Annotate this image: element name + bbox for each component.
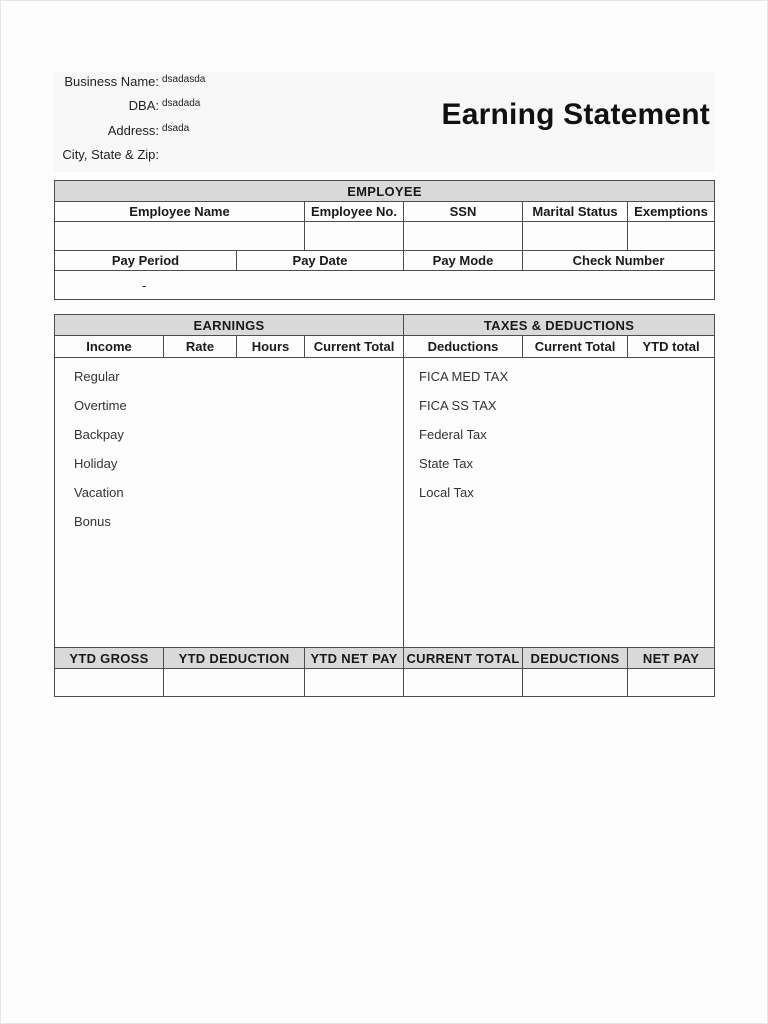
employee-name-value bbox=[55, 222, 305, 251]
pay-date-header: Pay Date bbox=[237, 251, 404, 271]
taxes-items-cell bbox=[404, 358, 715, 648]
earnings-column-headers bbox=[55, 336, 715, 358]
ssn-header: SSN bbox=[404, 202, 523, 222]
ytd-deduction-value bbox=[164, 669, 305, 697]
line-items-row bbox=[55, 358, 715, 648]
list-item: FICA SS TAX bbox=[419, 398, 497, 413]
pay-mode-header: Pay Mode bbox=[404, 251, 523, 271]
list-item: Bonus bbox=[74, 514, 111, 529]
list-item: FICA MED TAX bbox=[419, 369, 509, 384]
summary-deductions-value bbox=[523, 669, 628, 697]
dba-label: DBA: bbox=[128, 98, 159, 113]
pay-values-row bbox=[55, 271, 715, 300]
taxes-current-total-header: Current Total bbox=[523, 336, 628, 358]
page-title: Earning Statement bbox=[441, 98, 710, 131]
deductions-header: Deductions bbox=[404, 336, 523, 358]
city-state-zip-row bbox=[54, 147, 162, 163]
pay-period-value: - bbox=[55, 271, 715, 300]
check-number-header: Check Number bbox=[523, 251, 715, 271]
employee-table bbox=[54, 180, 715, 251]
earnings-items-cell bbox=[55, 358, 404, 648]
pay-table bbox=[54, 250, 715, 300]
list-item: Backpay bbox=[74, 427, 124, 442]
exemptions-header: Exemptions bbox=[628, 202, 715, 222]
marital-status-header: Marital Status bbox=[523, 202, 628, 222]
employee-no-header: Employee No. bbox=[305, 202, 404, 222]
exemptions-value bbox=[628, 222, 715, 251]
list-item: Holiday bbox=[74, 456, 118, 471]
income-header: Income bbox=[55, 336, 164, 358]
address-row bbox=[54, 123, 189, 139]
dba-value: dsadada bbox=[162, 98, 201, 109]
city-state-zip-label: City, State & Zip: bbox=[62, 147, 159, 162]
rate-header: Rate bbox=[164, 336, 237, 358]
employee-values-row bbox=[55, 222, 715, 251]
ytd-deduction-header: YTD DEDUCTION bbox=[164, 648, 305, 669]
summary-column-headers bbox=[55, 648, 715, 669]
current-total-value bbox=[404, 669, 523, 697]
current-total-header: CURRENT TOTAL bbox=[404, 648, 523, 669]
pay-period-header: Pay Period bbox=[55, 251, 237, 271]
earnings-list bbox=[55, 358, 403, 543]
address-label: Address: bbox=[107, 123, 159, 138]
dba-row bbox=[54, 98, 200, 114]
employee-name-header: Employee Name bbox=[55, 202, 305, 222]
employee-no-value bbox=[305, 222, 404, 251]
ytd-net-pay-header: YTD NET PAY bbox=[305, 648, 404, 669]
earnings-section-header bbox=[55, 315, 715, 336]
earnings-section-title: EARNINGS bbox=[55, 315, 404, 336]
business-name-label: Business Name: bbox=[64, 74, 159, 89]
list-item: State Tax bbox=[419, 456, 473, 471]
pay-column-headers bbox=[55, 251, 715, 271]
ytd-net-pay-value bbox=[305, 669, 404, 697]
summary-values-row bbox=[55, 669, 715, 697]
taxes-section-title: TAXES & DEDUCTIONS bbox=[404, 315, 715, 336]
ytd-gross-header: YTD GROSS bbox=[55, 648, 164, 669]
list-item: Regular bbox=[74, 369, 120, 384]
ssn-value bbox=[404, 222, 523, 251]
business-name-row bbox=[54, 74, 205, 90]
ytd-total-header: YTD total bbox=[628, 336, 715, 358]
list-item: Vacation bbox=[74, 485, 124, 500]
business-name-value: dsadasda bbox=[162, 74, 206, 85]
earnings-current-total-header: Current Total bbox=[305, 336, 404, 358]
net-pay-value bbox=[628, 669, 715, 697]
deductions-list bbox=[404, 358, 714, 514]
ytd-gross-value bbox=[55, 669, 164, 697]
address-value: dsada bbox=[162, 123, 190, 134]
employee-section-header bbox=[55, 181, 715, 202]
hours-header: Hours bbox=[237, 336, 305, 358]
list-item: Federal Tax bbox=[419, 427, 487, 442]
net-pay-header: NET PAY bbox=[628, 648, 715, 669]
marital-status-value bbox=[523, 222, 628, 251]
earnings-deductions-table bbox=[54, 314, 715, 697]
summary-deductions-header: DEDUCTIONS bbox=[523, 648, 628, 669]
employee-column-headers bbox=[55, 202, 715, 222]
list-item: Local Tax bbox=[419, 485, 474, 500]
employee-section-title: EMPLOYEE bbox=[55, 181, 715, 202]
list-item: Overtime bbox=[74, 398, 127, 413]
